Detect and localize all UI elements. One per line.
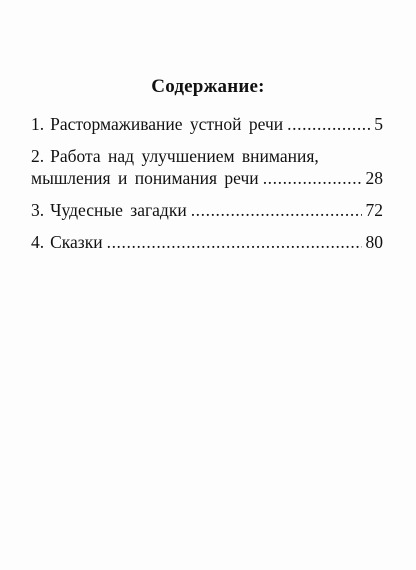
toc-entry-number: 2. bbox=[31, 146, 45, 166]
dot-leader bbox=[263, 167, 362, 189]
toc-entry bbox=[31, 231, 383, 253]
toc-entry-number: 3. bbox=[31, 200, 45, 220]
toc-entry-page: 72 bbox=[365, 200, 383, 220]
dot-leader bbox=[107, 231, 362, 253]
toc-entry-title: Сказки bbox=[50, 232, 103, 252]
toc-entry-title: Растормаживание устной речи bbox=[50, 114, 284, 134]
toc-entry-page: 28 bbox=[365, 168, 383, 188]
dot-leader bbox=[191, 199, 362, 221]
toc-entry-page: 80 bbox=[365, 232, 383, 252]
toc-title: Содержание: bbox=[151, 76, 265, 97]
toc-entry-title-continued: мышления и понимания речи bbox=[31, 168, 259, 188]
toc-entry-title: Чудесные загадки bbox=[50, 200, 187, 220]
toc-entry bbox=[31, 199, 383, 221]
toc-entry bbox=[31, 113, 383, 135]
toc-entry-number: 1. bbox=[31, 114, 45, 134]
table-of-contents bbox=[31, 113, 383, 253]
toc-entry-number: 4. bbox=[31, 232, 45, 252]
toc-entry bbox=[31, 145, 383, 189]
toc-entry-page: 5 bbox=[374, 114, 383, 134]
dot-leader bbox=[287, 113, 370, 135]
toc-entry-title: Работа над улучшением внимания, bbox=[50, 146, 319, 166]
